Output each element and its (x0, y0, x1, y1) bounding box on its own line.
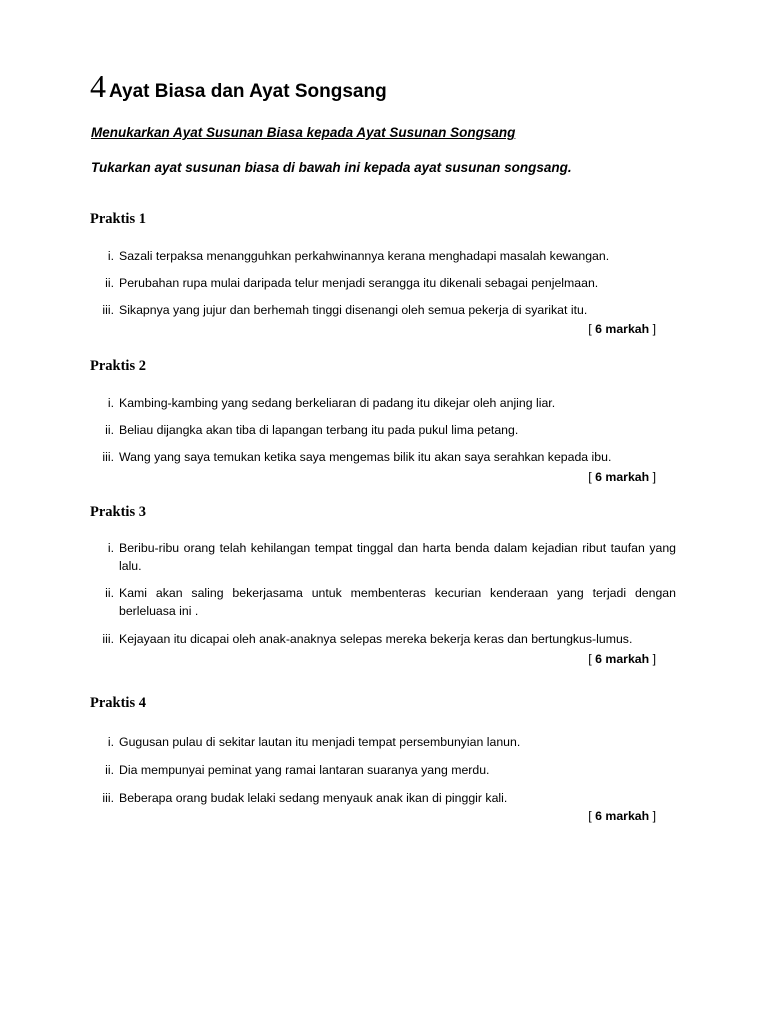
item-text: Beberapa orang budak lelaki sedang menyauk anak ikan di pinggir kali. (119, 791, 508, 805)
list-item (88, 448, 676, 466)
item-number: i. (107, 249, 114, 263)
item-text: Wang yang saya temukan ketika saya mengemas bilik itu akan saya serahkan kepada ibu. (119, 450, 612, 464)
marks-open-bracket: [ (588, 470, 592, 484)
item-number: ii. (105, 276, 114, 290)
topic-subtitle: Menukarkan Ayat Susunan Biasa kepada Ayat Susunan Songsang (91, 125, 516, 140)
list-item (88, 247, 676, 265)
item-number: i. (107, 541, 114, 555)
list-item (88, 421, 676, 439)
instruction-text: Tukarkan ayat susunan biasa di bawah ini kepada ayat susunan songsang. (91, 160, 572, 175)
item-text: Perubahan rupa mulai daripada telur menjadi serangga itu dikenali sebagai penjelmaan. (119, 276, 599, 290)
marks-value: 6 markah (595, 322, 650, 336)
item-number: iii. (102, 791, 114, 805)
list-item (88, 394, 676, 412)
section-heading-praktis-1: Praktis 1 (90, 211, 146, 227)
item-number: iii. (102, 303, 114, 317)
item-text: Kambing-kambing yang sedang berkeliaran di padang itu dikejar oleh anjing liar. (119, 396, 556, 410)
list-item (88, 539, 676, 575)
item-text: Kami akan saling bekerjasama untuk membenteras kecurian kenderaan yang terjadi dengan berleluasa ini . (119, 586, 676, 618)
marks-close-bracket: ] (652, 322, 656, 336)
marks-close-bracket: ] (652, 652, 656, 666)
chapter-number: 4 (90, 68, 106, 104)
list-item (88, 789, 676, 807)
item-number: ii. (105, 586, 114, 600)
marks-label (588, 807, 656, 825)
marks-value: 6 markah (595, 470, 650, 484)
marks-open-bracket: [ (588, 809, 592, 823)
item-text: Beribu-ribu orang telah kehilangan tempat tinggal dan harta benda dalam kejadian ribut taufan yang lalu. (119, 541, 676, 573)
section-heading-praktis-2: Praktis 2 (90, 358, 146, 374)
section-heading-praktis-3: Praktis 3 (90, 504, 146, 520)
marks-label (588, 650, 656, 668)
marks-open-bracket: [ (588, 652, 592, 666)
item-number: ii. (105, 763, 114, 777)
item-number: iii. (102, 632, 114, 646)
list-item (88, 584, 676, 620)
item-number: ii. (105, 423, 114, 437)
section-heading-praktis-4: Praktis 4 (90, 695, 146, 711)
marks-close-bracket: ] (652, 470, 656, 484)
item-text: Kejayaan itu dicapai oleh anak-anaknya selepas mereka bekerja keras dan bertungkus-lumus. (119, 632, 633, 646)
item-number: i. (107, 396, 114, 410)
item-number: i. (107, 735, 114, 749)
list-item (88, 301, 676, 319)
item-text: Gugusan pulau di sekitar lautan itu menjadi tempat persembunyian lanun. (119, 735, 521, 749)
marks-label (588, 468, 656, 486)
item-text: Dia mempunyai peminat yang ramai lantaran suaranya yang merdu. (119, 763, 490, 777)
list-item (88, 630, 676, 648)
list-item (88, 761, 676, 779)
item-number: iii. (102, 450, 114, 464)
page-title (90, 66, 387, 106)
item-text: Beliau dijangka akan tiba di lapangan terbang itu pada pukul lima petang. (119, 423, 519, 437)
list-item (88, 733, 676, 751)
marks-value: 6 markah (595, 652, 650, 666)
list-item (88, 274, 676, 292)
marks-close-bracket: ] (652, 809, 656, 823)
item-text: Sazali terpaksa menangguhkan perkahwinannya kerana menghadapi masalah kewangan. (119, 249, 610, 263)
marks-label (588, 320, 656, 338)
marks-value: 6 markah (595, 809, 650, 823)
chapter-title: Ayat Biasa dan Ayat Songsang (109, 81, 387, 102)
marks-open-bracket: [ (588, 322, 592, 336)
item-text: Sikapnya yang jujur dan berhemah tinggi disenangi oleh semua pekerja di syarikat itu. (119, 303, 588, 317)
